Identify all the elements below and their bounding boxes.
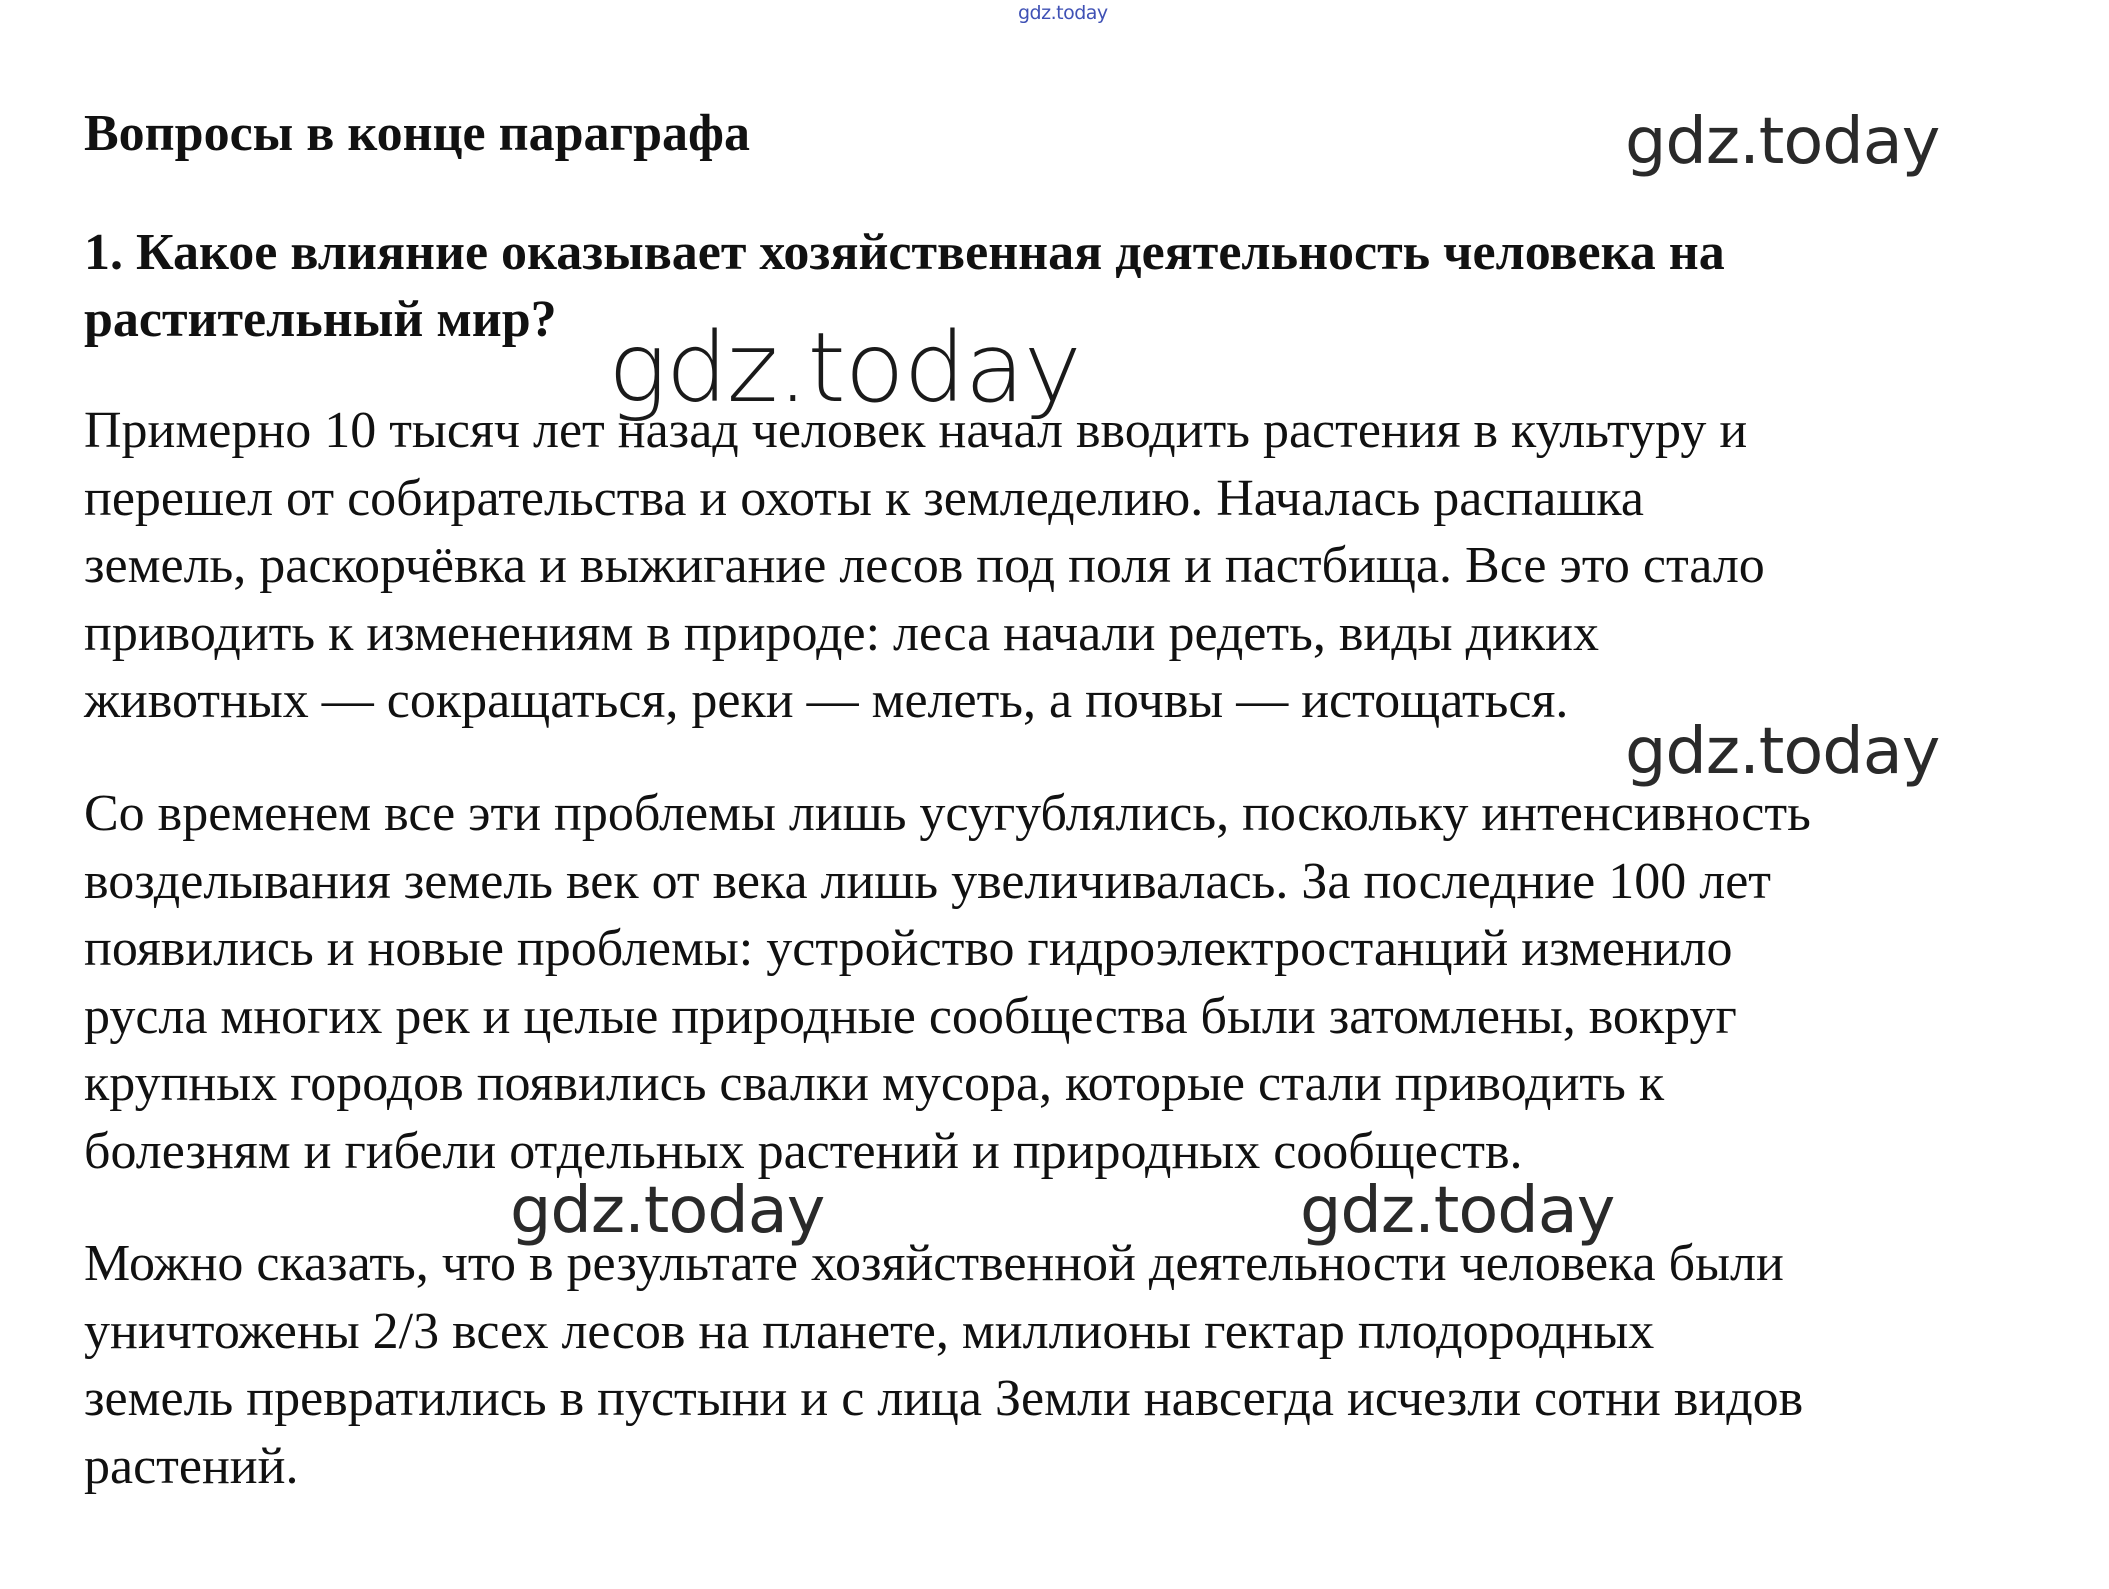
answer-paragraph-2 bbox=[84, 780, 2084, 1185]
paragraph-line: болезням и гибели отдельных растений и природных сообществ. bbox=[84, 1122, 1523, 1180]
paragraph-line: приводить к изменениям в природе: леса начали редеть, виды диких bbox=[84, 604, 1599, 662]
paragraph-line: земель, раскорчёвка и выжигание лесов под поля и пастбища. Все это стало bbox=[84, 537, 1765, 594]
paragraph-line: животных — сокращаться, реки — мелеть, а почвы — истощаться. bbox=[84, 672, 1569, 729]
paragraph-line: Со временем все эти проблемы лишь усугублялись, поскольку интенсивность bbox=[84, 785, 1811, 842]
paragraph-line: Можно сказать, что в результате хозяйственной деятельности человека были bbox=[84, 1235, 1784, 1292]
top-watermark: gdz.today bbox=[1018, 2, 1108, 24]
paragraph-line: русла многих рек и целые природные сообщества были затомлены, вокруг bbox=[84, 987, 1737, 1045]
section-title: Вопросы в конце параграфа bbox=[84, 105, 750, 162]
watermark-large: gdz.today bbox=[608, 312, 1081, 424]
paragraph-line: земель превратились в пустыни и с лица Земли навсегда исчезли сотни видов bbox=[84, 1370, 1804, 1427]
watermark-middle-right: gdz.today bbox=[1625, 715, 1940, 789]
watermark-upper-right: gdz.today bbox=[1625, 105, 1940, 179]
answer-paragraph-1 bbox=[84, 397, 2084, 735]
paragraph-line: возделывания земель век от века лишь увеличивалась. За последние 100 лет bbox=[84, 852, 1772, 910]
question-line: растительный мир? bbox=[84, 291, 557, 348]
question-line: 1. Какое влияние оказывает хозяйственная деятельность человека на bbox=[84, 224, 1725, 281]
paragraph-line: появились и новые проблемы: устройство гидроэлектростанций изменило bbox=[84, 920, 1733, 977]
paragraph-line: крупных городов появились свалки мусора, которые стали приводить к bbox=[84, 1055, 1665, 1112]
watermark-lower-left: gdz.today bbox=[510, 1174, 825, 1248]
paragraph-line: перешел от собирательства и охоты к земледелию. Началась распашка bbox=[84, 469, 1644, 527]
paragraph-line: уничтожены 2/3 всех лесов на планете, миллионы гектар плодородных bbox=[84, 1302, 1655, 1360]
watermark-lower-right: gdz.today bbox=[1300, 1174, 1615, 1248]
paragraph-line: Примерно 10 тысяч лет назад человек начал вводить растения в культуру и bbox=[84, 402, 1748, 459]
paragraph-line: растений. bbox=[84, 1437, 299, 1495]
answer-paragraph-3 bbox=[84, 1230, 2084, 1500]
